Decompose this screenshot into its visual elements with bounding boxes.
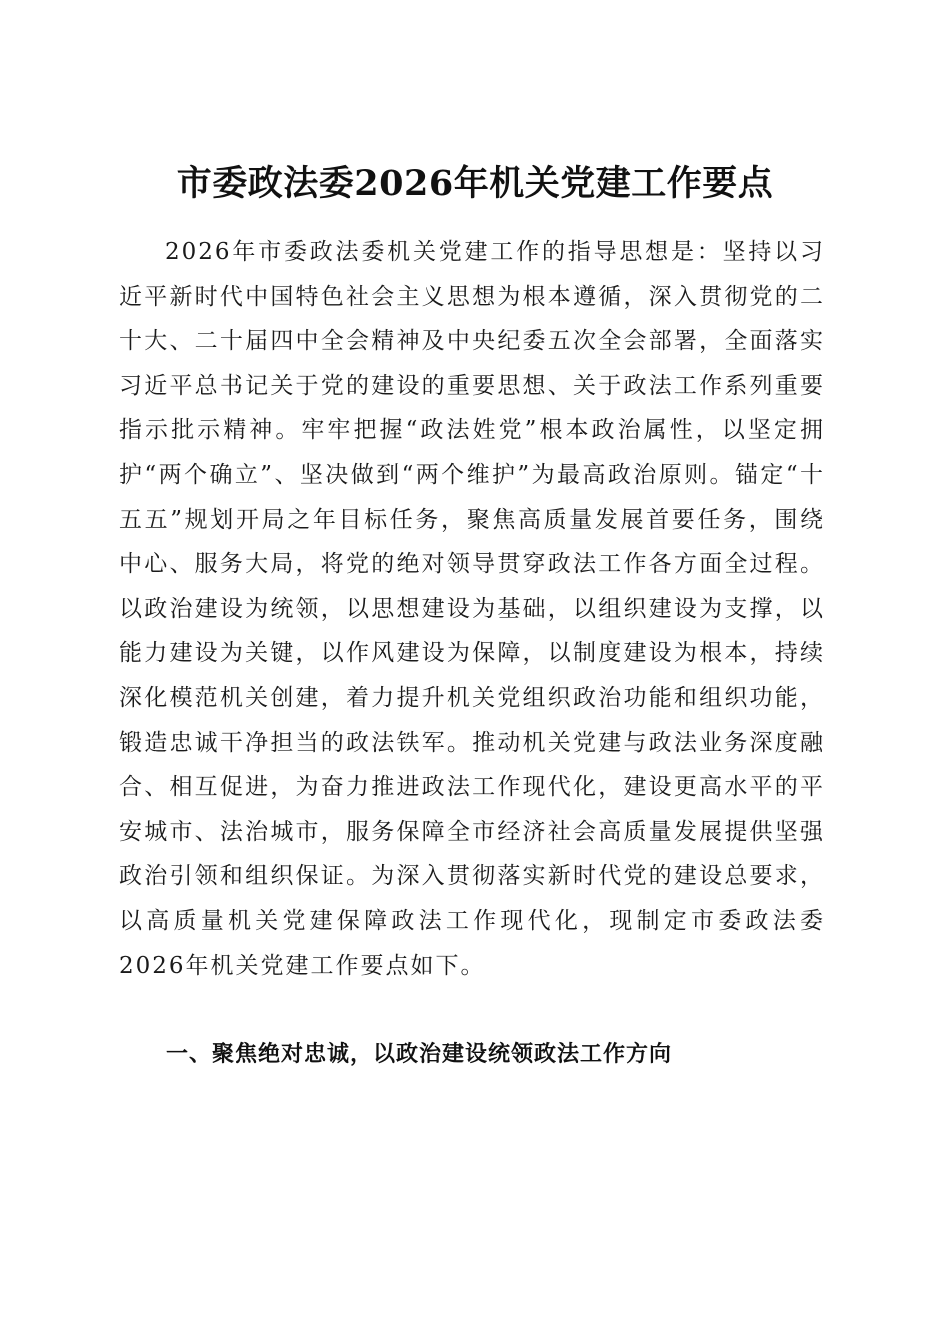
document-title: 市委政法委2026年机关党建工作要点 — [176, 163, 774, 205]
intro-paragraph: 2026年市委政法委机关党建工作的指导思想是：坚持以习近平新时代中国特色社会主义思想为根本遵循，深入贯彻党的二十大、二十届四中全会精神及中央纪委五次全会部署，全面落实习近平总书记关于党的建设的重要思想、关于政法工作系列重要指示批示精神。牢牢把握“政法姓党”根本政治属性，以坚定拥护“两个确立”、坚决做到“两个维护”为最高政治原则。锚定“十五五”规划开局之年目标任务，聚焦高质量发展首要任务，围绕中心、服务大局，将党的绝对领导贯穿政法工作各方面全过程。以政治建设为统领，以思想建设为基础，以组织建设为支撑，以能力建设为关键，以作风建设为保障，以制度建设为根本，持续深化模范机关创建，着力提升机关党组织政治功能和组织功能，锻造忠诚干净担当的政法铁军。推动机关党建与政法业务深度融合、相互促进，为奋力推进政法工作现代化，建设更高水平的平安城市、法治城市，服务保障全市经济社会高质量发展提供坚强政治引领和组织保证。为深入贯彻落实新时代党的建设总要求，以高质量机关党建保障政法工作现代化，现制定市委政法委2026年机关党建工作要点如下。 — [119, 239, 825, 979]
section-heading-1: 一、聚焦绝对忠诚，以政治建设统领政法工作方向 — [166, 1042, 673, 1067]
